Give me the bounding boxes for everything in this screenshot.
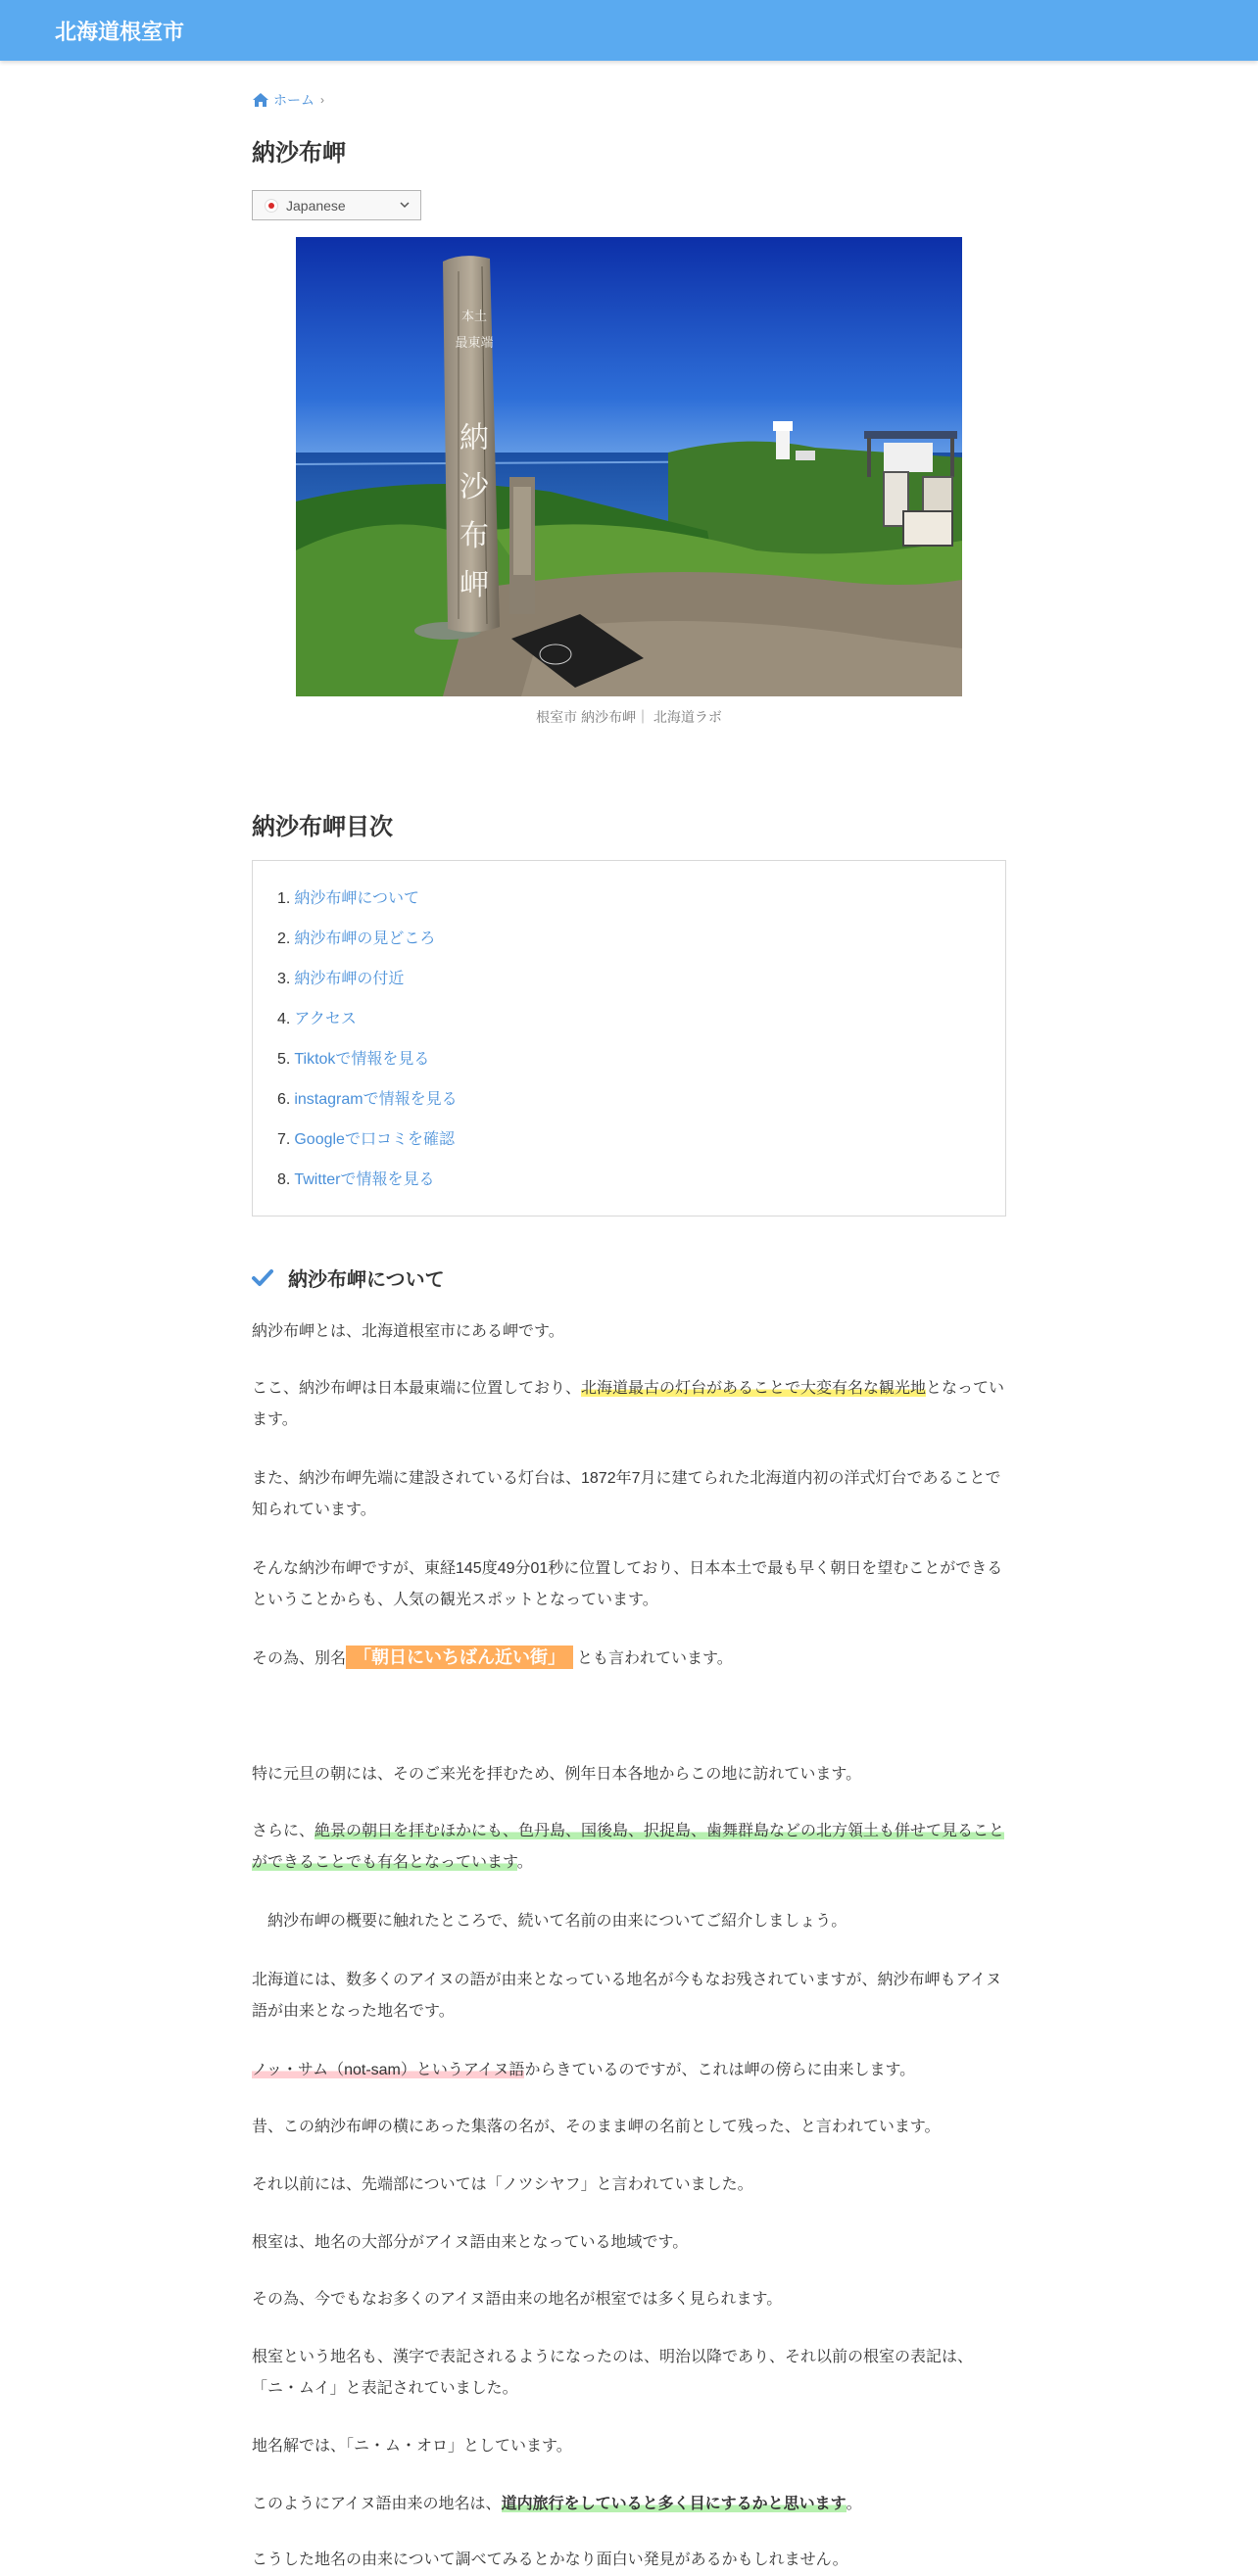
- text: となっています。: [252, 1380, 1005, 1428]
- language-select[interactable]: [252, 190, 421, 220]
- toc-link[interactable]: Twitterで情報を見る: [294, 1171, 435, 1188]
- toc-link[interactable]: 納沙布岬の付近: [294, 971, 405, 987]
- toc-item-number: 3.: [277, 971, 291, 987]
- paragraph: 根室は、地名の大部分がアイヌ語由来となっている地域です。: [252, 2234, 689, 2251]
- toc-item-number: 4.: [277, 1011, 291, 1027]
- toc-item[interactable]: [277, 999, 1005, 1039]
- toc-link[interactable]: アクセス: [294, 1011, 357, 1027]
- sign-text-1: 納: [460, 421, 489, 455]
- page-title: 納沙布岬: [252, 139, 346, 167]
- site-header: [0, 0, 1258, 61]
- sign-text-4: 岬: [460, 568, 489, 602]
- highlight-text: ノッ・サム（not-sam）というアイヌ語: [252, 2062, 525, 2078]
- paragraph: 納沙布岬の概要に触れたところで、続いて名前の由来についてご紹介しましょう。: [252, 1913, 847, 1930]
- highlight-text: 北海道最古の灯台があることで大変有名な観光地: [581, 1380, 927, 1397]
- sign-text-3: 布: [460, 519, 489, 553]
- paragraph: [252, 1373, 1006, 1436]
- toc-title: 納沙布岬目次: [252, 813, 393, 840]
- highlight-badge: 「朝日にいちばん近い街」: [346, 1646, 573, 1669]
- sign-text-small: 本土: [460, 310, 488, 324]
- highlight-text: 道内旅行をしていると多く目にするかと思います: [501, 2496, 847, 2512]
- breadcrumb-home-link[interactable]: ホーム: [273, 92, 314, 108]
- breadcrumb-separator: ›: [320, 93, 324, 107]
- toc-link[interactable]: 納沙布岬の見どころ: [294, 930, 436, 947]
- sign-text-small-2: 最東端: [455, 336, 494, 351]
- toc-item[interactable]: [277, 1160, 1005, 1200]
- toc-item[interactable]: [277, 1079, 1005, 1120]
- japan-flag-icon: [265, 199, 278, 213]
- image-caption: 根室市 納沙布岬｜ 北海道ラボ: [536, 709, 722, 725]
- paragraph: 根室という地名も、漢字で表記されるようになったのは、明治以降であり、それ以前の根室の表記は、「ニ・ムイ」と表記されていました。: [252, 2349, 974, 2397]
- paragraph: その為、今でもなお多くのアイヌ語由来の地名が根室では多く見られます。: [252, 2291, 783, 2308]
- section-heading: [252, 1264, 445, 1292]
- paragraph: 昔、この納沙布岬の横にあった集落の名が、そのまま岬の名前として残った、と言われています。: [252, 2119, 941, 2135]
- paragraph: [252, 1642, 1006, 1675]
- toc-item-number: 5.: [277, 1051, 291, 1068]
- toc-item[interactable]: [277, 1039, 1005, 1079]
- language-selected-label: Japanese: [286, 197, 346, 214]
- toc-item[interactable]: [277, 879, 1005, 919]
- text: さらに、: [252, 1823, 315, 1839]
- text: 。: [846, 2496, 862, 2512]
- paragraph: 北海道には、数多くのアイヌの語が由来となっている地名が今もなお残されていますが、納沙布岬もアイヌ語が由来となった地名です。: [252, 1972, 1002, 2020]
- text: とも言われています。: [577, 1650, 733, 1667]
- toc-item-number: 1.: [277, 890, 291, 907]
- hero-image: [296, 237, 962, 696]
- toc-item-number: 6.: [277, 1091, 291, 1108]
- paragraph: 地名解では、「ニ・ム・オロ」としています。: [252, 2438, 572, 2455]
- text: ここ、納沙布岬は日本最東端に位置しており、: [252, 1380, 582, 1397]
- table-of-contents: [252, 860, 1006, 1216]
- check-icon: [252, 1267, 273, 1289]
- toc-item[interactable]: [277, 1120, 1005, 1160]
- paragraph: それ以前には、先端部については「ノツシヤフ」と言われていました。: [252, 2176, 753, 2193]
- paragraph: [252, 2489, 1006, 2520]
- toc-link[interactable]: Tiktokで情報を見る: [294, 1051, 430, 1068]
- chevron-down-icon: [399, 199, 411, 211]
- site-title[interactable]: 北海道根室市: [55, 21, 185, 45]
- toc-item[interactable]: [277, 919, 1005, 959]
- text: 。: [516, 1854, 533, 1871]
- home-icon[interactable]: [252, 92, 269, 108]
- toc-link[interactable]: Googleで口コミを確認: [294, 1131, 455, 1148]
- text: このようにアイヌ語由来の地名は、: [252, 2496, 502, 2512]
- sign-text-2: 沙: [460, 470, 489, 504]
- toc-item-number: 2.: [277, 930, 291, 947]
- toc-link[interactable]: instagramで情報を見る: [294, 1091, 458, 1108]
- text: その為、別名: [252, 1650, 347, 1667]
- paragraph: [252, 2055, 1006, 2086]
- toc-item-number: 7.: [277, 1131, 291, 1148]
- toc-item[interactable]: [277, 959, 1005, 999]
- text: からきているのですが、これは岬の傍らに由来します。: [524, 2062, 916, 2078]
- paragraph: [252, 1816, 1006, 1879]
- paragraph: そんな納沙布岬ですが、東経145度49分01秒に位置しており、日本本土で最も早く朝日を望むことができるということからも、人気の観光スポットとなっています。: [252, 1560, 1003, 1608]
- toc-link[interactable]: 納沙布岬について: [294, 890, 420, 907]
- toc-item-number: 8.: [277, 1171, 291, 1188]
- highlight-text: 絶景の朝日を拝むほかにも、色丹島、国後島、択捉島、歯舞群島などの北方領土も併せて見ることができることでも有名となっています: [252, 1823, 1005, 1871]
- paragraph: こうした地名の由来について調べてみるとかなり面白い発見があるかもしれません。: [252, 2552, 848, 2568]
- section-heading-text: 納沙布岬について: [288, 1267, 445, 1291]
- paragraph: また、納沙布岬先端に建設されている灯台は、1872年7月に建てられた北海道内初の洋式灯台であることで知られています。: [252, 1470, 1001, 1518]
- paragraph: 納沙布岬とは、北海道根室市にある岬です。: [252, 1323, 564, 1340]
- paragraph: 特に元旦の朝には、そのご来光を拝むため、例年日本各地からこの地に訪れています。: [252, 1766, 862, 1783]
- breadcrumb: [252, 90, 324, 110]
